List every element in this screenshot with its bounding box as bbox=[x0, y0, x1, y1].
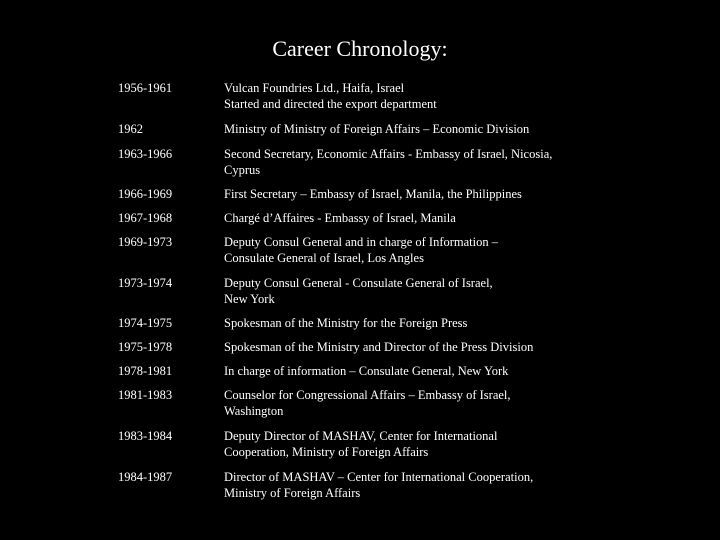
entry-years: 1978-1981 bbox=[118, 364, 173, 378]
entry-years: 1967-1968 bbox=[118, 211, 173, 225]
slide-title: Career Chronology: bbox=[272, 36, 448, 61]
entry-description-line: Vulcan Foundries Ltd., Haifa, Israel bbox=[224, 81, 405, 95]
entry-description-line: Cooperation, Ministry of Foreign Affairs bbox=[224, 445, 429, 459]
entry-description-line: Ministry of Foreign Affairs bbox=[224, 486, 361, 500]
entry-description-line: Spokesman of the Ministry and Director of the Press Division bbox=[224, 340, 534, 354]
entry-description bbox=[224, 146, 604, 178]
entry-description bbox=[224, 428, 604, 460]
entry-description bbox=[224, 234, 604, 266]
entry-description-line: Counselor for Congressional Affairs – Embassy of Israel, bbox=[224, 388, 511, 402]
entry-description-line: Deputy Consul General - Consulate General of Israel, bbox=[224, 276, 493, 290]
entry-years: 1956-1961 bbox=[118, 81, 173, 95]
entry-description bbox=[224, 387, 604, 419]
entry-description-line: In charge of information – Consulate General, New York bbox=[224, 364, 509, 378]
entry-description-line: Washington bbox=[224, 404, 284, 418]
entry-years: 1966-1969 bbox=[118, 187, 173, 201]
entry-description-line: Chargé d’Affaires - Embassy of Israel, Manila bbox=[224, 211, 456, 225]
entry-description-line: Cyprus bbox=[224, 163, 261, 177]
entry-years: 1981-1983 bbox=[118, 388, 173, 402]
entry-years: 1974-1975 bbox=[118, 316, 173, 330]
entry-description-line: New York bbox=[224, 292, 275, 306]
entry-description bbox=[224, 363, 604, 379]
entry-description bbox=[224, 210, 604, 226]
entry-description bbox=[224, 275, 604, 307]
entry-description-line: Ministry of Ministry of Foreign Affairs – Economic Division bbox=[224, 122, 530, 136]
entry-years: 1969-1973 bbox=[118, 235, 173, 249]
entry-years: 1983-1984 bbox=[118, 429, 173, 443]
entry-years: 1973-1974 bbox=[118, 276, 173, 290]
entry-description bbox=[224, 186, 604, 202]
entry-years: 1975-1978 bbox=[118, 340, 173, 354]
entry-description-line: Deputy Director of MASHAV, Center for International bbox=[224, 429, 498, 443]
entry-years: 1962 bbox=[118, 122, 143, 136]
entry-description-line: Deputy Consul General and in charge of Information – bbox=[224, 235, 498, 249]
entry-description-line: Second Secretary, Economic Affairs - Embassy of Israel, Nicosia, bbox=[224, 147, 553, 161]
entry-description bbox=[224, 315, 604, 331]
entry-description bbox=[224, 80, 604, 112]
entry-description-line: Director of MASHAV – Center for International Cooperation, bbox=[224, 470, 534, 484]
entry-description bbox=[224, 469, 604, 501]
entry-description-line: Consulate General of Israel, Los Angles bbox=[224, 251, 424, 265]
entry-description-line: First Secretary – Embassy of Israel, Manila, the Philippines bbox=[224, 187, 522, 201]
entry-description bbox=[224, 339, 604, 355]
entry-description-line: Started and directed the export department bbox=[224, 97, 437, 111]
entry-description bbox=[224, 121, 604, 137]
entry-years: 1984-1987 bbox=[118, 470, 173, 484]
entry-description-line: Spokesman of the Ministry for the Foreign Press bbox=[224, 316, 468, 330]
entry-years: 1963-1966 bbox=[118, 147, 173, 161]
